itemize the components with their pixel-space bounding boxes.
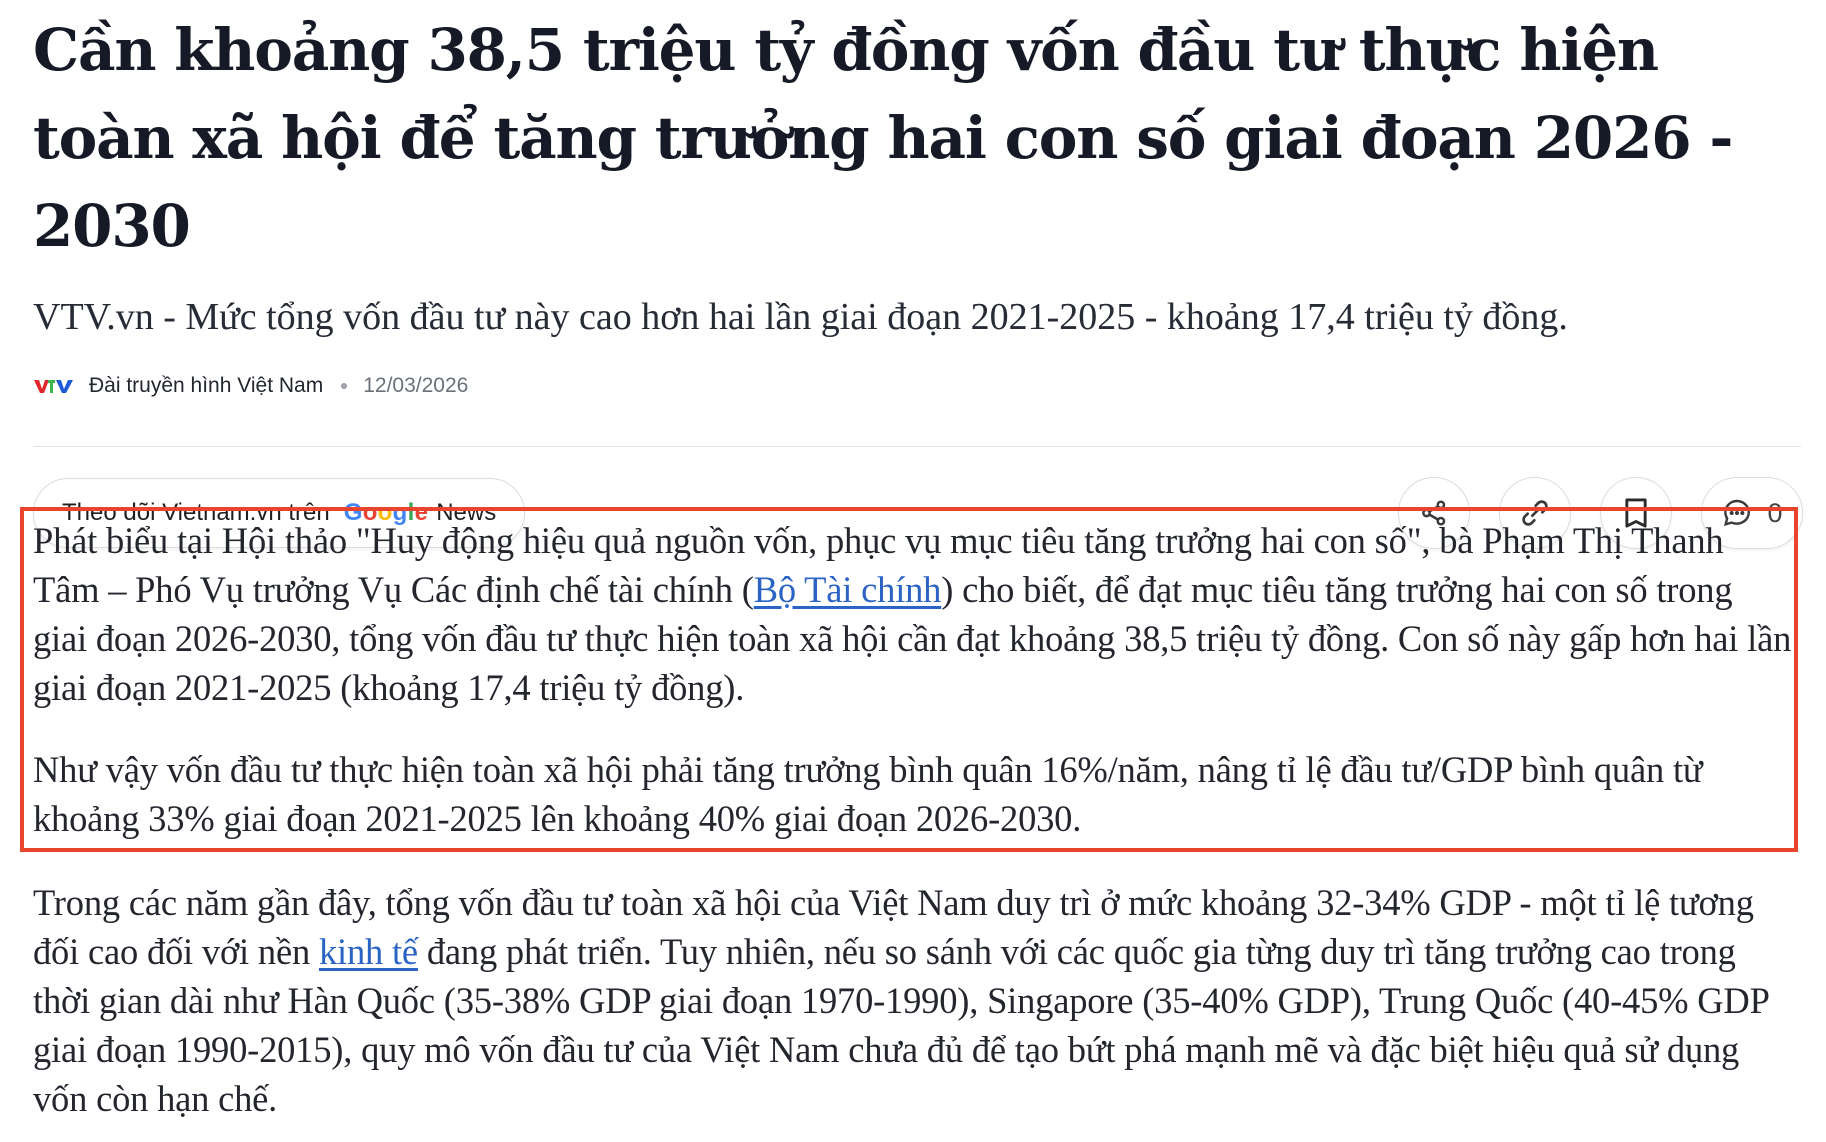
comment-count: 0 (1767, 497, 1783, 528)
source-name[interactable]: Đài truyền hình Việt Nam (89, 374, 324, 397)
article-subtitle: VTV.vn - Mức tổng vốn đầu tư này cao hơn hai lần giai đoạn 2021-2025 - khoảng 17,4 triệu tỷ đồng. (33, 296, 1568, 338)
paragraph-text: Phát biểu tại Hội thảo "Huy động hiệu quả nguồn vốn, phục vụ mục tiêu tăng trưởng hai con số", bà Phạm Thị Thanh Tâm – Phó Vụ trưởng Vụ Các định chế tài chính ( (33, 520, 1724, 610)
paragraph-2: Như vậy vốn đầu tư thực hiện toàn xã hội phải tăng trưởng bình quân 16%/năm, nâng tỉ lệ đầu tư/GDP bình quân từ khoảng 33% giai đoạn 2021-2025 lên khoảng 40% giai đoạn 2026-2030. (33, 749, 1703, 839)
divider (33, 446, 1801, 447)
paragraph-3 (33, 878, 1793, 1123)
link-bo-tai-chinh[interactable]: Bộ Tài chính (753, 569, 942, 610)
article-meta (33, 370, 1803, 402)
link-kinh-te[interactable]: kinh tế (318, 931, 418, 972)
article-title: Cần khoảng 38,5 triệu tỷ đồng vốn đầu tư thực hiện toàn xã hội để tăng trưởng hai con số giai đoạn 2026 - 2030 (33, 16, 1733, 260)
article (33, 0, 1803, 549)
news-label: News (436, 499, 497, 526)
paragraph-1 (33, 516, 1793, 712)
vtv-logo-icon[interactable] (33, 376, 75, 396)
separator-dot (341, 383, 347, 389)
paragraph-text: Trong các năm gần đây, tổng vốn đầu tư toàn xã hội của Việt Nam duy trì ở mức khoảng 32-34% GDP - một tỉ lệ tương đối cao đối với nền (33, 882, 1754, 972)
paragraph-text: đang phát triển. Tuy nhiên, nếu so sánh với các quốc gia từng duy trì tăng trưởng cao trong thời gian dài như Hàn Quốc (35-38% GDP giai đoạn 1970-1990), Singapore (35-40% GDP), Trung Quốc (40-45% GDP giai đoạn 1990-2015), quy mô vốn đầu tư của Việt Nam chưa đủ để tạo bứt phá mạnh mẽ và đặc biệt hiệu quả sử dụng vốn còn hạn chế. (33, 931, 1769, 1119)
publish-date: 12/03/2026 (363, 374, 469, 397)
paragraph-text: ) cho biết, để đạt mục tiêu tăng trưởng hai con số trong giai đoạn 2026-2030, tổng vốn đầu tư thực hiện toàn xã hội cần đạt khoảng 38,5 triệu tỷ đồng. Con số này gấp hơn hai lần giai đoạn 2021-2025 (khoảng 17,4 triệu tỷ đồng). (33, 569, 1792, 708)
google-logo-icon: Google (343, 499, 429, 526)
follow-label: Theo dõi Vietnam.vn trên (62, 499, 330, 526)
